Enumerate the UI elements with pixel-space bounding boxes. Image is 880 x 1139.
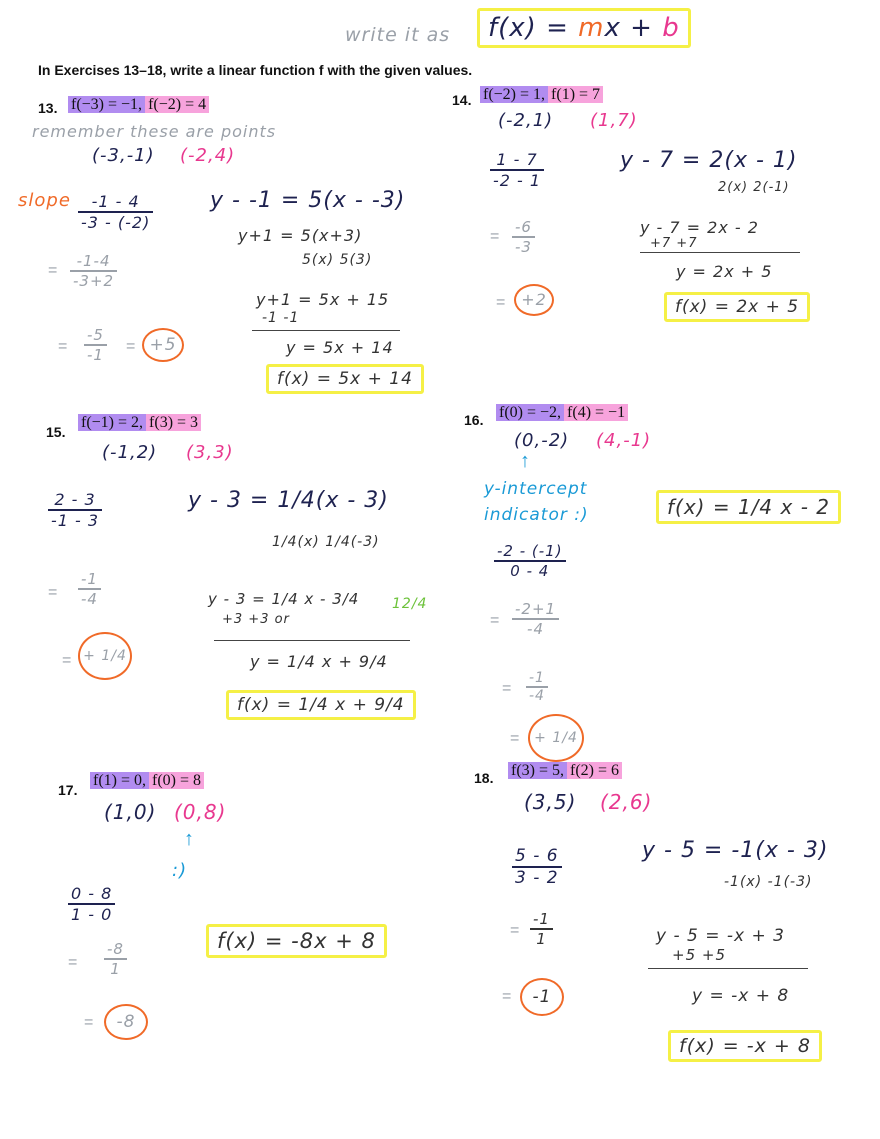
ex14-point1: (-2,1) <box>498 110 554 131</box>
ex14-divider <box>640 252 800 253</box>
ex18-point1: (3,5) <box>524 790 577 814</box>
ex14-eq-sign1: = <box>490 228 500 245</box>
ex18-number: 18. <box>474 770 494 786</box>
ex16-slope-step3 <box>526 670 548 704</box>
ex13-answer: f(x) = 5x + 14 <box>266 364 424 394</box>
ex15-number: 15. <box>46 424 66 440</box>
ex14-answer: f(x) = 2x + 5 <box>664 292 810 322</box>
ex13-slope-label: slope <box>18 190 71 211</box>
ex15-eq2: 1/4(x) 1/4(-3) <box>272 534 380 550</box>
ex13-point1: (-3,-1) <box>92 145 155 166</box>
header-formula-b: b <box>662 13 680 43</box>
ex17-point2: (0,8) <box>174 800 227 824</box>
ex14-slope-step1 <box>490 150 544 190</box>
ex15-eq5: y = 1/4 x + 9/4 <box>250 652 388 671</box>
ex17-eq-sign2: = <box>84 1014 94 1031</box>
ex15-eq-sign1: = <box>48 584 58 601</box>
ex18-s1-num: 5 - 6 <box>512 846 562 868</box>
ex18-eq4: +5 +5 <box>672 946 726 964</box>
ex15-given2: f(3) = 3 <box>146 414 201 431</box>
ex16-eq-sign3: = <box>510 730 520 747</box>
ex17-smile: :) <box>172 860 188 881</box>
ex17-point1: (1,0) <box>104 800 157 824</box>
ex16-given1: f(0) = −2, <box>496 404 564 421</box>
ex15-slope-step2 <box>78 570 101 608</box>
ex15-eq-sign2: = <box>62 652 72 669</box>
ex15-point1: (-1,2) <box>102 442 158 463</box>
ex13-slope-step3 <box>84 326 107 364</box>
ex15-given <box>78 414 201 432</box>
header-formula-plus: + <box>630 13 653 43</box>
ex13-s1-num: -1 - 4 <box>78 192 153 213</box>
ex14-point2: (1,7) <box>590 110 638 131</box>
ex18-slope-circle: -1 <box>520 978 564 1016</box>
ex17-number: 17. <box>58 782 78 798</box>
ex17-s1-den: 1 - 0 <box>71 905 113 924</box>
ex16-s3-den: -4 <box>529 688 545 704</box>
ex14-eq2: 2(x) 2(-1) <box>718 180 790 195</box>
ex18-eq3: y - 5 = -x + 3 <box>656 926 785 946</box>
ex17-s2-num: -8 <box>104 940 127 960</box>
ex13-note: remember these are points <box>32 122 277 141</box>
ex13-eq5: -1 -1 <box>262 310 300 326</box>
ex17-arrow-icon: ↑ <box>184 828 194 850</box>
ex18-answer: f(x) = -x + 8 <box>668 1030 822 1062</box>
ex14-s2-num: -6 <box>512 218 535 238</box>
ex16-point1: (0,-2) <box>514 430 570 451</box>
ex13-s3-den: -1 <box>87 346 104 364</box>
header-formula-x: x <box>604 13 621 43</box>
ex13-eq-sign2: = <box>58 338 68 355</box>
ex13-eq6: y = 5x + 14 <box>286 338 394 357</box>
ex15-given1: f(−1) = 2, <box>78 414 146 431</box>
ex18-eq1: y - 5 = -1(x - 3) <box>642 838 829 863</box>
ex13-eq4: y+1 = 5x + 15 <box>256 290 390 309</box>
ex17-slope-circle: -8 <box>104 1004 148 1040</box>
ex14-s1-den: -2 - 1 <box>493 171 542 190</box>
ex15-slope-step1 <box>48 490 102 530</box>
ex17-given <box>90 772 204 790</box>
ex14-number: 14. <box>452 92 472 108</box>
ex16-note: y-intercept indicator :) <box>484 479 589 525</box>
header-formula-f: f(x) = <box>488 13 569 43</box>
ex13-given1: f(−3) = −1, <box>68 96 145 113</box>
ex16-slope-circle: + 1/4 <box>528 714 584 762</box>
ex16-slope-step1 <box>494 542 566 580</box>
ex13-given <box>68 96 209 114</box>
ex13-number: 13. <box>38 100 58 116</box>
ex18-given1: f(3) = 5, <box>508 762 567 779</box>
header-formula-m: m <box>578 13 605 43</box>
ex18-divider <box>648 968 808 969</box>
ex13-divider <box>252 330 400 331</box>
ex18-given2: f(2) = 6 <box>567 762 622 779</box>
ex13-slope-step2 <box>70 252 117 290</box>
ex13-eq1: y - -1 = 5(x - -3) <box>210 188 406 213</box>
ex17-slope-step1 <box>68 884 115 924</box>
ex17-slope-step2 <box>104 940 127 978</box>
ex15-eq4b: 12/4 <box>392 596 428 612</box>
ex14-slope-circle: +2 <box>514 284 554 316</box>
ex15-eq1: y - 3 = 1/4(x - 3) <box>188 488 389 513</box>
ex13-eq3: 5(x) 5(3) <box>302 252 373 268</box>
ex16-s3-num: -1 <box>526 670 548 688</box>
ex15-eq3: y - 3 = 1/4 x - 3/4 <box>208 590 360 608</box>
ex15-answer: f(x) = 1/4 x + 9/4 <box>226 690 416 720</box>
ex16-slope-step2 <box>512 600 559 638</box>
instructions: In Exercises 13–18, write a linear function f with the given values. <box>38 62 473 78</box>
ex18-eq-sign1: = <box>510 922 520 939</box>
ex17-given2: f(0) = 8 <box>149 772 204 789</box>
ex14-eq4: +7 +7 <box>650 236 698 251</box>
header-formula-box <box>477 8 691 48</box>
ex13-eq-sign1: = <box>48 262 58 279</box>
ex14-eq-sign2: = <box>496 294 506 311</box>
ex18-slope-step2 <box>530 910 553 948</box>
ex16-point2: (4,-1) <box>596 430 652 451</box>
ex16-given <box>496 404 628 422</box>
ex13-s2-num: -1-4 <box>70 252 117 272</box>
ex18-eq2: -1(x) -1(-3) <box>724 874 813 890</box>
ex15-slope-circle: + 1/4 <box>78 632 132 680</box>
ex15-s2-num: -1 <box>78 570 101 590</box>
ex18-eq5: y = -x + 8 <box>692 986 790 1006</box>
ex17-given1: f(1) = 0, <box>90 772 149 789</box>
ex15-s2-den: -4 <box>81 590 98 608</box>
ex17-s1-num: 0 - 8 <box>68 884 115 905</box>
ex16-given2: f(4) = −1 <box>564 404 628 421</box>
ex18-point2: (2,6) <box>600 790 653 814</box>
ex13-s3-num: -5 <box>84 326 107 346</box>
ex14-given2: f(1) = 7 <box>548 86 603 103</box>
ex16-s1-num: -2 - (-1) <box>494 542 566 562</box>
ex15-divider <box>214 640 410 641</box>
ex16-eq-sign1: = <box>490 612 500 629</box>
ex18-s2-num: -1 <box>530 910 553 930</box>
ex16-arrow-icon: ↑ <box>520 450 530 472</box>
ex17-eq-sign1: = <box>68 954 78 971</box>
ex14-slope-step2 <box>512 218 535 256</box>
ex13-given2: f(−2) = 4 <box>145 96 209 113</box>
ex14-s2-den: -3 <box>515 238 532 256</box>
ex14-given1: f(−2) = 1, <box>480 86 548 103</box>
ex14-eq5: y = 2x + 5 <box>676 262 773 281</box>
ex15-s1-den: -1 - 3 <box>51 511 100 530</box>
ex15-eq4: +3 +3 or <box>222 612 290 627</box>
ex15-s1-num: 2 - 3 <box>48 490 102 511</box>
ex18-s2-den: 1 <box>536 930 547 948</box>
ex16-number: 16. <box>464 412 484 428</box>
ex18-s1-den: 3 - 2 <box>515 868 559 888</box>
header-note: write it as <box>345 24 451 46</box>
ex14-s1-num: 1 - 7 <box>490 150 544 171</box>
ex14-given <box>480 86 603 104</box>
ex16-s2-den: -4 <box>527 620 545 638</box>
ex16-answer: f(x) = 1/4 x - 2 <box>656 490 841 524</box>
ex17-s2-den: 1 <box>110 960 121 978</box>
ex13-slope-circle: +5 <box>142 328 184 362</box>
ex18-slope-step1 <box>512 846 562 888</box>
ex16-s1-den: 0 - 4 <box>510 562 550 580</box>
ex15-point2: (3,3) <box>186 442 234 463</box>
ex13-point2: (-2,4) <box>180 145 236 166</box>
ex17-answer: f(x) = -8x + 8 <box>206 924 387 958</box>
ex18-eq-sign2: = <box>502 988 512 1005</box>
ex13-slope-step1 <box>78 192 153 232</box>
ex18-given <box>508 762 622 780</box>
ex13-s2-den: -3+2 <box>73 272 115 290</box>
ex13-s1-den: -3 - (-2) <box>81 213 151 232</box>
ex13-eq2: y+1 = 5(x+3) <box>238 226 363 245</box>
ex13-eq-sign3: = <box>126 338 136 355</box>
ex16-eq-sign2: = <box>502 680 512 697</box>
ex14-eq3: y - 7 = 2x - 2 <box>640 218 759 237</box>
ex14-eq1: y - 7 = 2(x - 1) <box>620 148 798 173</box>
ex16-s2-num: -2+1 <box>512 600 559 620</box>
